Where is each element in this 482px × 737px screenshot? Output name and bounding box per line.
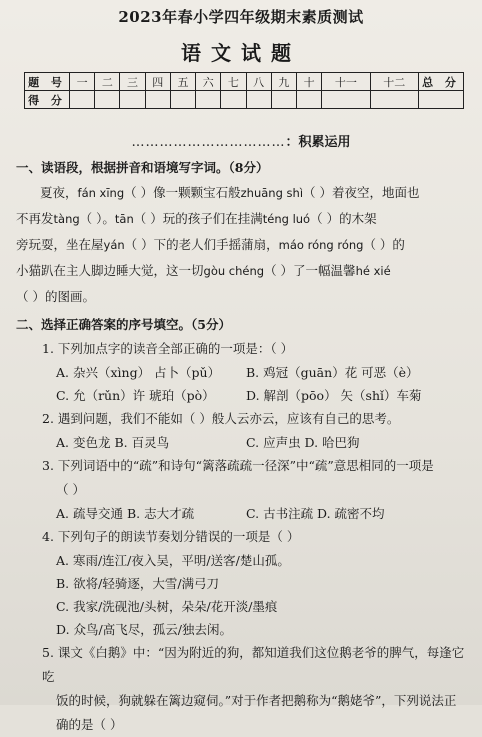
option-text[interactable]: A. 寒雨/连江/夜入吴，平明/送客/楚山孤。 xyxy=(56,553,290,568)
q2-item-3-continuation: （ ） xyxy=(56,482,85,497)
option-text[interactable]: D. 解剖（pōo） 矢（shǐ）车菊 xyxy=(246,388,422,403)
subject-title: 语文试题 xyxy=(181,41,301,65)
option-text[interactable]: B. 欲将/轻骑逐，大雪/满弓刀 xyxy=(56,576,220,591)
q2-item-3-stem: 3. 下列词语中的“疏”和诗句“篱落疏疏一径深”中“疏”意思相同的一项是 xyxy=(42,458,434,473)
score-header-cell: 六 xyxy=(196,73,221,91)
score-header-cell: 七 xyxy=(221,73,246,91)
q2-item-4-option xyxy=(16,618,466,641)
q2-item-5-continuation: 饭的时候，狗就躲在篱边窥伺。”对于作者把鹅称为“鹅姥爷”，下列说法正 xyxy=(56,693,457,708)
section-heading: ……………………………：积累运用 xyxy=(131,135,351,150)
section-dots: …………………………… xyxy=(131,135,286,150)
score-row-label: 得 分 xyxy=(25,91,70,109)
q2-item-2-options-row xyxy=(16,431,466,454)
score-cell[interactable] xyxy=(70,91,95,109)
score-header-cell: 三 xyxy=(120,73,145,91)
score-header-total: 总 分 xyxy=(419,73,464,91)
option-text[interactable]: C. 允（rǔn）许 琥珀（pò） xyxy=(56,388,215,403)
score-header-cell: 九 xyxy=(271,73,296,91)
score-header-label: 题 号 xyxy=(25,73,70,91)
q2-item-1-options-row xyxy=(16,361,466,384)
question-1-passage-line5: （ ）的图画。 xyxy=(16,289,95,304)
question-1-passage: 夏夜，fán xīng（ ）像一颗颗宝石般zhuāng shì（ ）着夜空，地面也 xyxy=(40,185,420,200)
question-1-passage-line3: 旁玩耍，坐在屋yán（ ）下的老人们手摇蒲扇，máo róng róng（ ）的 xyxy=(16,237,405,252)
score-header-cell: 五 xyxy=(170,73,195,91)
q2-item-2-stem: 2. 遇到问题，我们不能如（ ）般人云亦云，应该有自己的思考。 xyxy=(42,411,400,426)
score-cell[interactable] xyxy=(170,91,195,109)
question-2-title: 二、选择正确答案的序号填空。（5分） xyxy=(16,317,231,332)
option-text[interactable]: C. 应声虫 D. 哈巴狗 xyxy=(246,435,360,450)
score-header-cell: 八 xyxy=(246,73,271,91)
score-header-cell: 二 xyxy=(95,73,120,91)
score-cell[interactable] xyxy=(196,91,221,109)
question-1-title: 一、读语段，根据拼音和语境写字词。（8分） xyxy=(16,160,269,175)
score-cell[interactable] xyxy=(120,91,145,109)
q2-item-4-stem: 4. 下列句子的朗读节奏划分错误的一项是（ ） xyxy=(42,529,300,544)
q2-item-4-option xyxy=(16,549,466,572)
q2-item-1-stem: 1. 下列加点字的读音全部正确的一项是：（ ） xyxy=(42,341,294,356)
score-cell[interactable] xyxy=(296,91,321,109)
score-header-cell: 十 xyxy=(296,73,321,91)
q2-item-1-options-row xyxy=(16,384,466,407)
option-text[interactable]: B. 鸡冠（guān）花 可恶（è） xyxy=(246,365,419,380)
score-header-cell: 十二 xyxy=(370,73,418,91)
option-text[interactable]: D. 众鸟/高飞尽，孤云/独去闲。 xyxy=(56,622,232,637)
score-cell-total[interactable] xyxy=(419,91,464,109)
score-cell[interactable] xyxy=(271,91,296,109)
score-table xyxy=(24,72,464,109)
score-cell[interactable] xyxy=(221,91,246,109)
section-title: 积累运用 xyxy=(298,135,351,150)
score-table-header-row xyxy=(25,73,464,91)
question-1-passage-line4: 小猫趴在主人脚边睡大觉，这一切gòu chéng（ ）了一幅温馨hé xié xyxy=(16,263,391,278)
score-header-cell: 十一 xyxy=(322,73,370,91)
option-text[interactable]: A. 变色龙 B. 百灵鸟 xyxy=(56,435,170,450)
option-text[interactable]: C. 我家/洗砚池/头树，朵朵/花开淡/墨痕 xyxy=(56,599,278,614)
score-header-cell: 一 xyxy=(70,73,95,91)
score-cell[interactable] xyxy=(95,91,120,109)
score-header-cell: 四 xyxy=(145,73,170,91)
option-text[interactable]: C. 古书注疏 D. 疏密不均 xyxy=(246,506,385,521)
score-cell[interactable] xyxy=(246,91,271,109)
score-cell[interactable] xyxy=(145,91,170,109)
option-text[interactable]: A. 杂兴（xìng） 占卜（pǔ） xyxy=(56,365,221,380)
question-1-passage-line2: 不再发tàng（ ）。tān（ ）玩的孩子们在挂满téng luó（ ）的木架 xyxy=(16,211,377,226)
q2-item-4-option xyxy=(16,572,466,595)
score-cell[interactable] xyxy=(370,91,418,109)
option-text[interactable]: A. 疏导交通 B. 志大才疏 xyxy=(56,506,195,521)
score-table-score-row xyxy=(25,91,464,109)
q2-item-5-stem: 5. 课文《白鹅》中：“因为附近的狗，都知道我们这位鹅老爷的脾气，每逢它吃 xyxy=(42,645,465,684)
q2-item-5-continuation: 确的是（ ） xyxy=(56,717,123,732)
exam-title: 2023年春小学四年级期末素质测试 xyxy=(118,8,364,26)
q2-item-4-option xyxy=(16,595,466,618)
q2-item-3-options-row xyxy=(16,502,466,525)
score-cell[interactable] xyxy=(322,91,370,109)
